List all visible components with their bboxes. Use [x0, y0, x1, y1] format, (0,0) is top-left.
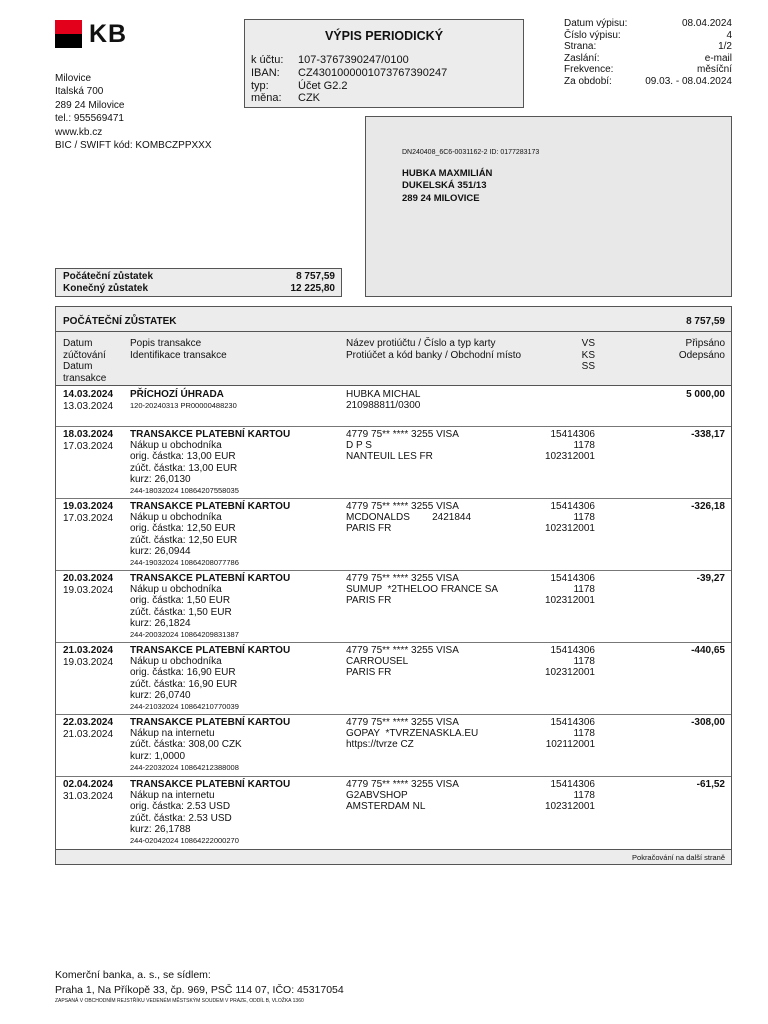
bank-address-line: 289 24 Milovice [55, 99, 125, 111]
row-divider [56, 498, 731, 499]
bank-website: www.kb.cz [55, 126, 103, 138]
counterparty-line: AMSTERDAM NL [346, 801, 426, 813]
row-divider [56, 426, 731, 427]
transaction-id: 244-22032024 10864212388008 [130, 762, 239, 772]
transaction-type: TRANSAKCE PLATEBNÍ KARTOU [130, 429, 291, 440]
currency-value: CZK [298, 92, 320, 104]
statement-title: VÝPIS PERIODICKÝ [324, 29, 444, 43]
statement-header-box [244, 19, 524, 108]
logo-text: KB [89, 20, 128, 48]
counterparty-line: CARROUSEL [346, 656, 409, 668]
transaction-detail: orig. částka: 12,50 EUR [130, 523, 236, 535]
counterparty-line: 4779 75** **** 3255 VISA [346, 779, 459, 790]
transaction-detail: kurz: 26,1788 [130, 823, 191, 835]
meta-label: Zaslání: [564, 52, 600, 64]
header-divider [56, 331, 731, 332]
transaction-detail: kurz: 26,0944 [130, 545, 191, 557]
continued-note-row [56, 849, 731, 864]
transaction-amount: -308,00 [691, 717, 725, 728]
recipient-city: 289 24 MILOVICE [402, 193, 480, 204]
transaction-detail: orig. částka: 16,90 EUR [130, 667, 236, 679]
table-header [56, 307, 731, 386]
payment-symbol: 15414306 [550, 779, 595, 790]
transaction-detail: Nákup u obchodníka [130, 512, 222, 524]
payment-symbol: 102312001 [544, 667, 595, 679]
recipient-name: HUBKA MAXMILIÁN [402, 168, 493, 179]
booking-date: 22.03.2024 [63, 717, 114, 728]
start-balance-label: Počáteční zůstatek [63, 271, 154, 282]
table-start-balance-label: POČÁTEČNÍ ZŮSTATEK [63, 316, 177, 327]
counterparty-line: 4779 75** **** 3255 VISA [346, 645, 459, 656]
transaction-date: 21.03.2024 [63, 728, 114, 740]
payment-symbol: 15414306 [550, 501, 595, 512]
payment-symbol: 1178 [573, 790, 595, 802]
bank-address-line: Milovice [55, 73, 92, 84]
column-header-dates: Datum zúčtování Datum transakce [63, 338, 107, 384]
booking-date: 02.04.2024 [63, 779, 114, 790]
counterparty-line: 210988811/0300 [346, 400, 421, 412]
counterparty-line: D P S [346, 440, 372, 452]
balance-summary [55, 268, 342, 297]
payment-symbol: 1178 [573, 584, 595, 596]
transaction-detail: zúčt. částka: 12,50 EUR [130, 534, 238, 546]
meta-label: Frekvence: [564, 64, 614, 75]
counterparty-line: PARIS FR [346, 595, 392, 607]
transaction-detail: kurz: 1,0000 [130, 750, 186, 762]
counterparty-line: NANTEUIL LES FR [346, 451, 433, 463]
payment-symbol: 102312001 [544, 595, 595, 607]
payment-symbol: 1178 [573, 512, 595, 524]
transaction-detail: kurz: 26,1824 [130, 617, 191, 629]
meta-value: 09.03. - 08.04.2024 [645, 75, 732, 87]
transaction-type: TRANSAKCE PLATEBNÍ KARTOU [130, 779, 291, 790]
type-value: Účet G2.2 [298, 80, 348, 92]
column-header-counterparty: Název protiúčtu / Číslo a typ karty Protiúčet a kód banky / Obchodní místo [346, 338, 522, 361]
transaction-amount: -326,18 [691, 501, 725, 512]
transaction-type: TRANSAKCE PLATEBNÍ KARTOU [130, 645, 291, 656]
booking-date: 20.03.2024 [63, 573, 114, 584]
booking-date: 18.03.2024 [63, 429, 114, 440]
end-balance-label: Konečný zůstatek [63, 283, 149, 294]
bank-swift: BIC / SWIFT kód: KOMBCZPPXXX [55, 140, 212, 152]
transaction-amount: -338,17 [691, 429, 725, 440]
start-balance-value: 8 757,59 [296, 271, 335, 282]
transaction-type: TRANSAKCE PLATEBNÍ KARTOU [130, 501, 291, 512]
column-header-amount: Připsáno Odepsáno [678, 338, 725, 361]
transaction-date: 17.03.2024 [63, 512, 114, 524]
counterparty-line: 4779 75** **** 3255 VISA [346, 717, 459, 728]
transaction-detail: Nákup na internetu [130, 728, 215, 740]
payment-symbol: 15414306 [550, 573, 595, 584]
meta-value: měsíční [696, 64, 732, 75]
payment-symbol: 102312001 [544, 451, 595, 463]
transaction-date: 13.03.2024 [63, 400, 114, 412]
transaction-type: PŘÍCHOZÍ ÚHRADA [130, 389, 224, 400]
transaction-amount: -39,27 [696, 573, 725, 584]
transaction-date: 19.03.2024 [63, 656, 114, 668]
continued-note: Pokračování na další straně [632, 853, 725, 862]
payment-symbol: 1178 [573, 728, 595, 740]
type-label: typ: [251, 80, 269, 92]
recipient-street: DUKELSKÁ 351/13 [402, 180, 487, 191]
payment-symbol: 1178 [573, 440, 595, 452]
payment-symbol: 1178 [573, 656, 595, 668]
transaction-id: 244-19032024 10864208077786 [130, 558, 239, 567]
counterparty-line: 4779 75** **** 3255 VISA [346, 429, 459, 440]
transaction-id: 244-21032024 10864210770039 [130, 702, 239, 711]
transaction-type: TRANSAKCE PLATEBNÍ KARTOU [130, 717, 291, 728]
transaction-id: 244-02042024 10864222000270 [130, 836, 239, 845]
meta-label: Datum výpisu: [564, 18, 628, 29]
meta-value: 4 [726, 29, 732, 41]
meta-label: Strana: [564, 41, 597, 52]
transaction-detail: Nákup u obchodníka [130, 656, 222, 668]
counterparty-line: MCDONALDS 2421844 [346, 512, 472, 524]
counterparty-line: GOPAY *TVRZENASKLA.EU [346, 728, 479, 740]
transaction-date: 31.03.2024 [63, 790, 114, 802]
counterparty-line: SUMUP *2THELOO FRANCE SA [346, 584, 499, 596]
transaction-detail: zúčt. částka: 13,00 EUR [130, 462, 238, 474]
row-divider [56, 642, 731, 643]
payment-symbol: 15414306 [550, 645, 595, 656]
transaction-detail: kurz: 26,0130 [130, 473, 191, 485]
counterparty-line: G2ABVSHOP [346, 790, 408, 802]
payment-symbol: 102112001 [545, 739, 595, 751]
payment-symbol: 102312001 [544, 523, 595, 535]
column-header-description: Popis transakce Identifikace transakce [130, 338, 227, 361]
iban-label: IBAN: [251, 67, 280, 79]
transaction-detail: orig. částka: 13,00 EUR [130, 451, 236, 463]
counterparty-line: 4779 75** **** 3255 VISA [346, 573, 459, 584]
row-divider [56, 776, 731, 777]
legal-footer-line2: Praha 1, Na Příkopě 33, čp. 969, PSČ 114 07, IČO: 45317054 [55, 984, 344, 996]
transaction-date: 17.03.2024 [63, 440, 114, 452]
transaction-detail: zúčt. částka: 308,00 CZK [130, 739, 242, 751]
transaction-detail: kurz: 26,0740 [130, 689, 191, 701]
transaction-amount: -61,52 [696, 779, 725, 790]
currency-label: měna: [251, 92, 282, 104]
transaction-detail: zúčt. částka: 16,90 EUR [130, 678, 238, 690]
meta-label: Číslo výpisu: [564, 29, 621, 41]
payment-symbol: 102312001 [544, 801, 595, 813]
transaction-detail: Nákup u obchodníka [130, 440, 222, 452]
transaction-amount: 5 000,00 [686, 389, 725, 400]
transaction-type: TRANSAKCE PLATEBNÍ KARTOU [130, 573, 291, 584]
transaction-detail: Nákup na internetu [130, 790, 215, 802]
payment-symbol: 15414306 [550, 429, 595, 440]
counterparty-line: PARIS FR [346, 523, 392, 535]
meta-label: Za období: [564, 75, 612, 87]
counterparty-line: https://tvrze CZ [346, 739, 414, 751]
transactions-table [55, 306, 732, 865]
document-code: DN240408_6C6-0031162-2 ID: 0177283173 [402, 149, 540, 156]
meta-value: e-mail [704, 52, 732, 64]
booking-date: 19.03.2024 [63, 501, 114, 512]
legal-footer-line1: Komerční banka, a. s., se sídlem: [55, 969, 211, 981]
recipient-address-box [365, 116, 732, 297]
kb-logo [55, 20, 145, 50]
counterparty-line: HUBKA MICHAL [346, 389, 421, 400]
booking-date: 21.03.2024 [63, 645, 114, 656]
booking-date: 14.03.2024 [63, 389, 114, 400]
end-balance-value: 12 225,80 [290, 283, 335, 294]
transaction-id: 120-20240313 PR00000488230 [130, 401, 237, 411]
transaction-detail: zúčt. částka: 1,50 EUR [130, 606, 232, 618]
account-label: k účtu: [251, 54, 284, 66]
bank-address [55, 72, 212, 152]
row-divider [56, 714, 731, 715]
row-divider [56, 570, 731, 571]
meta-value: 08.04.2024 [681, 18, 732, 29]
legal-footer-registry: ZAPSANÁ V OBCHODNÍM REJSTŘÍKU VEDENÉM MĚSTSKÝM SOUDEM V PRAZE, ODDÍL B, VLOŽKA 1360 [55, 998, 304, 1004]
bank-address-line: Italská 700 [55, 86, 104, 98]
payment-symbol: 15414306 [550, 717, 595, 728]
transaction-amount: -440,65 [691, 645, 725, 656]
bank-phone: tel.: 955569471 [55, 113, 124, 125]
counterparty-line: 4779 75** **** 3255 VISA [346, 501, 459, 512]
transaction-detail: zúčt. částka: 2.53 USD [130, 812, 232, 824]
transaction-date: 19.03.2024 [63, 584, 114, 596]
transaction-detail: orig. částka: 1,50 EUR [130, 595, 231, 607]
logo-red-square [55, 20, 82, 34]
iban-value: CZ4301000001073767390247 [298, 67, 448, 79]
column-header-symbols: VS KS SS [581, 338, 595, 372]
transaction-id: 244-20032024 10864209831387 [130, 630, 239, 639]
table-start-balance-value: 8 757,59 [686, 316, 725, 327]
meta-value: 1/2 [718, 41, 732, 52]
transaction-id: 244-18032024 10864207558035 [130, 486, 239, 495]
transaction-detail: orig. částka: 2.53 USD [130, 801, 231, 813]
logo-black-square [55, 34, 82, 48]
account-number: 107-3767390247/0100 [298, 54, 409, 66]
transaction-detail: Nákup u obchodníka [130, 584, 222, 596]
counterparty-line: PARIS FR [346, 667, 392, 679]
